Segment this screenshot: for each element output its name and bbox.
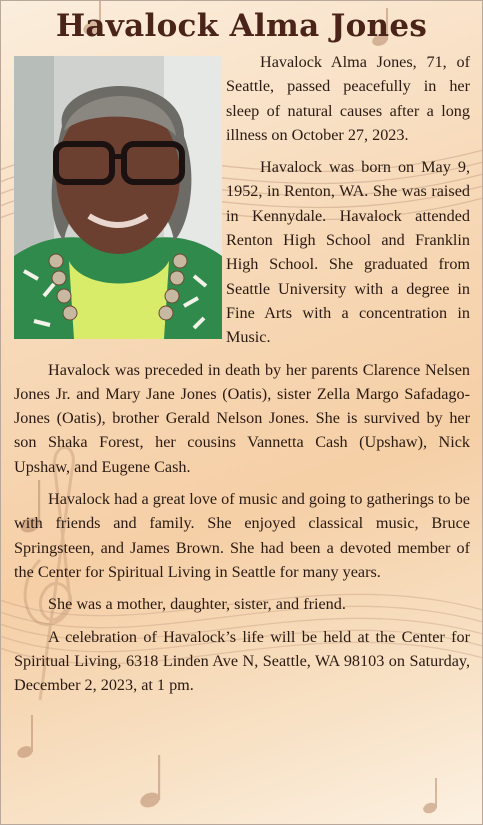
paragraph-interests: Havalock had a great love of music and going to gatherings to be with friends and family. She enjoyed classical music, Bruce Springsteen, and James Brown. She had been a devoted member of the Center for Spiritual Living in Seattle for many years. <box>14 490 470 581</box>
paragraph-celebration: A celebration of Havalock’s life will be held at the Center for Spiritual Living, 6318 Linden Ave N, Seattle, WA 98103 on Saturday, December 2, 2023, at 1 pm. <box>14 627 470 695</box>
paragraph-early-life: Havalock was born on May 9, 1952, in Renton, WA. She was raised in Kennydale. Havalock attended Renton High School and Franklin High School. She graduated from Seattle University with a degree in Fine Arts with a concentration in Music. <box>226 158 470 347</box>
paragraph-roles: She was a mother, daughter, sister, and friend. <box>48 595 346 614</box>
paragraph-intro: Havalock Alma Jones, 71, of Seattle, passed peacefully in her sleep of natural causes after a long illness on October 27, 2023. <box>226 53 470 144</box>
obituary-body <box>14 50 470 705</box>
photo-spacer <box>14 50 226 340</box>
page-title: Havalock Alma Jones <box>55 8 428 44</box>
paragraph-family: Havalock was preceded in death by her parents Clarence Nelsen Jones Jr. and Mary Jane Jones (Oatis), sister Zella Margo Safadago-Jones (Oatis), brother Gerald Nelson Jones. She is survived by her son Shaka Forest, her cousins Vannetta Cash (Upshaw), Nick Upshaw, and Eugene Cash. <box>14 360 470 476</box>
